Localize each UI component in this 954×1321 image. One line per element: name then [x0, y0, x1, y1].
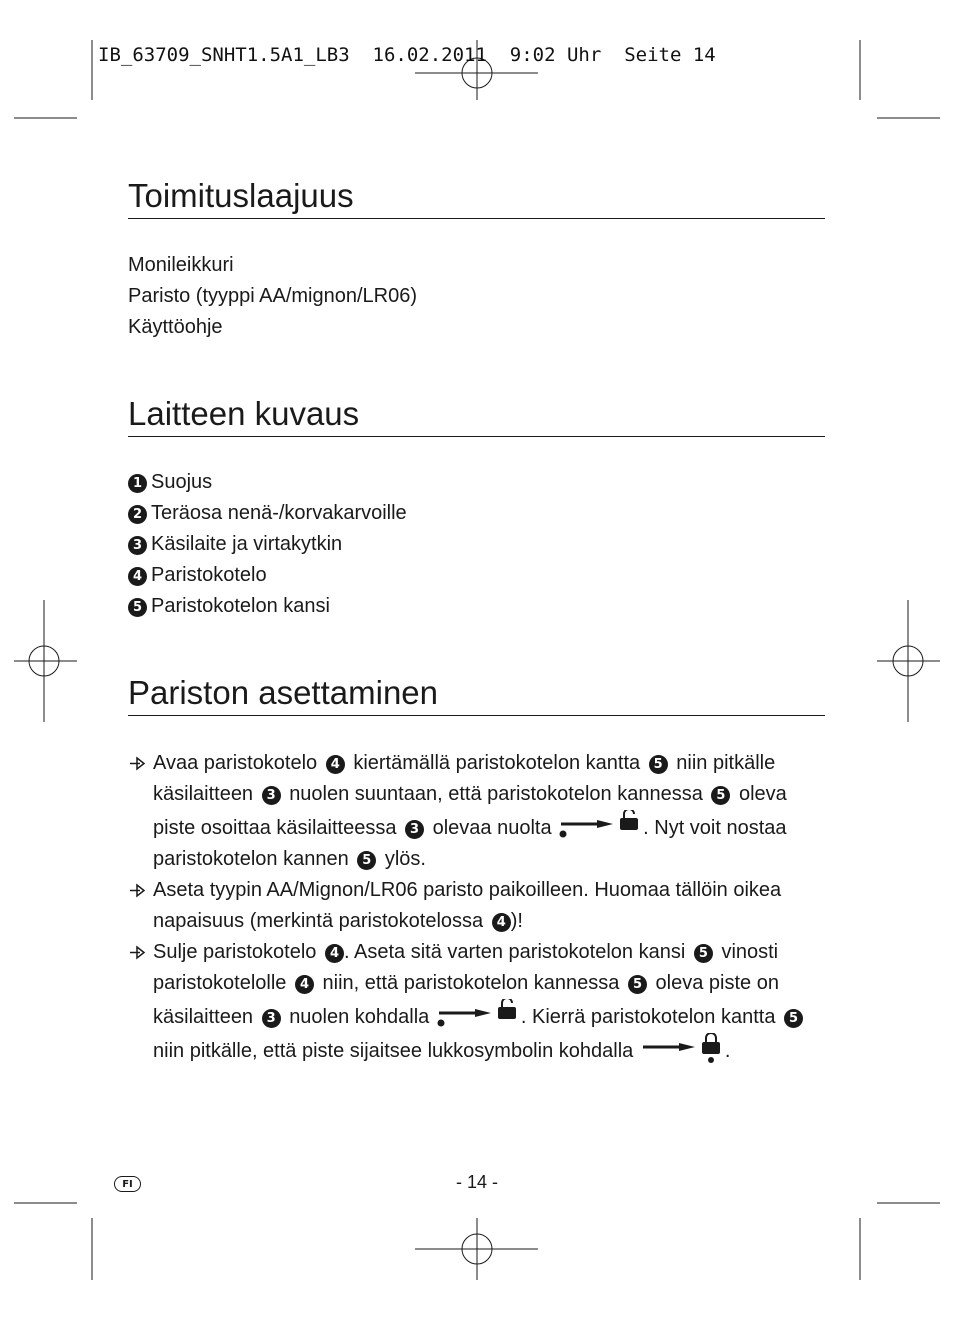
- arrow-to-lock-icon: [639, 1033, 725, 1063]
- step-text: oleva piste osoittaa käsilaitteessa: [153, 783, 787, 839]
- step-3: [128, 937, 828, 1067]
- number-badge: 2: [128, 505, 147, 524]
- section-title-contents: Toimituslaajuus: [128, 178, 825, 219]
- step-text: . Aseta sitä varten paristokotelon kansi: [344, 941, 686, 963]
- part-label: Paristokotelo: [151, 564, 267, 586]
- number-badge: 5: [628, 975, 647, 994]
- arrow-right-icon: [128, 937, 150, 968]
- step-text: nuolen suuntaan, että paristokotelon kannessa: [289, 783, 703, 805]
- number-badge: 5: [694, 944, 713, 963]
- part-label: Teräosa nenä-/korvakarvoille: [151, 502, 407, 524]
- print-slug-header: IB_63709_SNHT1.5A1_LB3 16.02.2011 9:02 Uhr Seite 14: [98, 44, 716, 66]
- step-text: .: [724, 1040, 731, 1062]
- section-title-description: Laitteen kuvaus: [128, 396, 825, 437]
- part-label: Suojus: [151, 471, 213, 493]
- number-badge: 4: [492, 913, 511, 932]
- parts-list: [128, 467, 407, 622]
- number-badge: 3: [405, 820, 424, 839]
- list-item: Monileikkuri: [128, 254, 234, 276]
- list-item: Paristo (tyyppi AA/mignon/LR06): [128, 285, 418, 307]
- number-badge: 5: [784, 1009, 803, 1028]
- number-badge: 5: [649, 755, 668, 774]
- number-badge: 1: [128, 474, 147, 493]
- step-text: ylös.: [384, 848, 426, 870]
- list-item: Käyttöohje: [128, 316, 223, 338]
- language-badge: FI: [114, 1176, 141, 1192]
- number-badge: 3: [262, 1009, 281, 1028]
- page-number: - 14 -: [455, 1172, 498, 1192]
- list-item: [128, 498, 407, 529]
- number-badge: 5: [711, 786, 730, 805]
- number-badge: 4: [295, 975, 314, 994]
- arrow-right-icon: [128, 875, 150, 906]
- step-text: oleva piste on käsilaitteen: [153, 972, 779, 1028]
- number-badge: 4: [326, 755, 345, 774]
- step-text: niin pitkälle käsilaitteen: [153, 752, 776, 805]
- list-item: [128, 529, 407, 560]
- step-text: kiertämällä paristokotelon kantta: [353, 752, 641, 774]
- number-badge: 5: [357, 851, 376, 870]
- number-badge: 4: [128, 567, 147, 586]
- step-text: niin, että paristokotelon kannessa: [322, 972, 620, 994]
- list-item: [128, 591, 407, 622]
- step-text: . Kierrä paristokotelon kantta: [520, 1006, 776, 1028]
- step-1: [128, 748, 828, 875]
- step-text: nuolen kohdalla: [289, 1006, 430, 1028]
- arrow-to-unlock-icon: [435, 999, 521, 1029]
- step-text: . Nyt voit nostaa paristokotelon kannen: [153, 817, 787, 870]
- part-label: Paristokotelon kansi: [151, 595, 330, 617]
- step-text: )!: [510, 910, 523, 932]
- number-badge: 3: [262, 786, 281, 805]
- step-text: vinosti paristokotelolle: [153, 941, 779, 994]
- battery-steps: [128, 748, 828, 1067]
- list-item: [128, 560, 407, 591]
- number-badge: 3: [128, 536, 147, 555]
- contents-list: [128, 250, 417, 343]
- arrow-to-unlock-icon: [557, 810, 643, 840]
- step-2: [128, 875, 828, 937]
- number-badge: 4: [325, 944, 344, 963]
- step-text: niin pitkälle, että piste sijaitsee lukkosymbolin kohdalla: [153, 1040, 634, 1062]
- number-badge: 5: [128, 598, 147, 617]
- arrow-right-icon: [128, 748, 150, 779]
- list-item: [128, 467, 407, 498]
- part-label: Käsilaite ja virtakytkin: [151, 533, 343, 555]
- step-text: olevaa nuolta: [432, 817, 552, 839]
- section-title-battery: Pariston asettaminen: [128, 675, 825, 716]
- step-text: Aseta tyypin AA/Mignon/LR06 paristo paikoilleen. Huomaa tällöin oikea napaisuus (merkintä paristokotelossa: [153, 879, 782, 932]
- step-text: Sulje paristokotelo: [153, 941, 317, 963]
- step-text: Avaa paristokotelo: [153, 752, 318, 774]
